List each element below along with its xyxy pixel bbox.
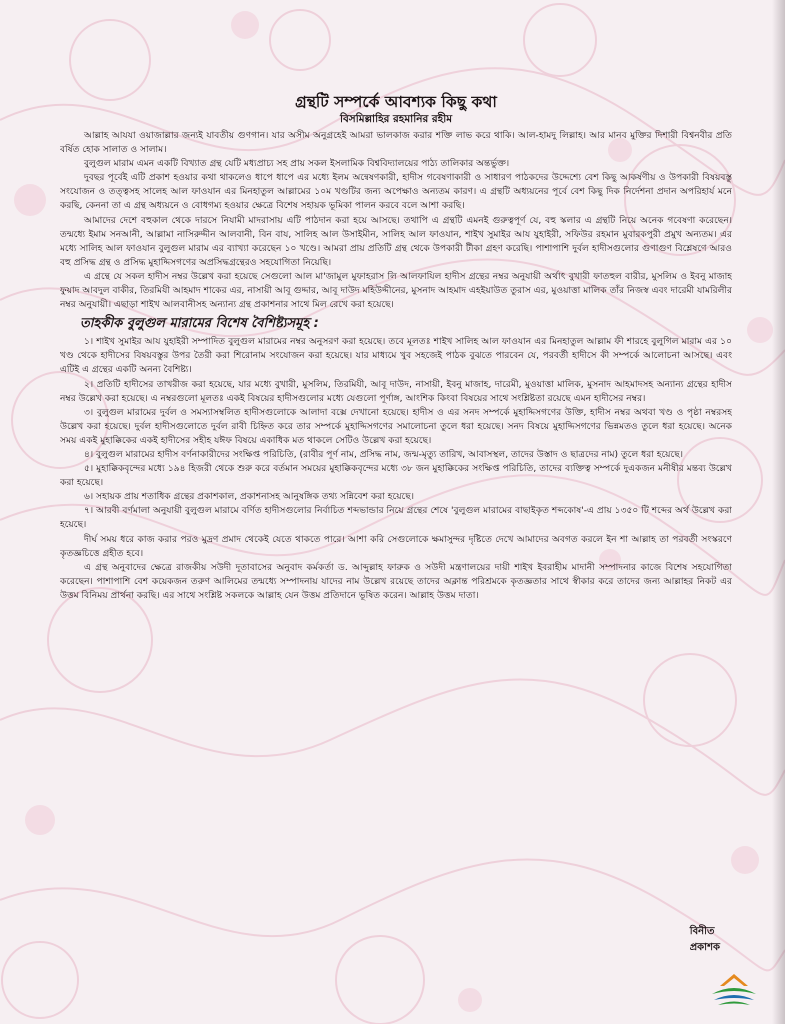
feature-item: ১। শাইখ সুমাইর আয যুহাইরী সম্পাদিত বুলুগুল মারামের নম্বর অনুসরণ করা হয়েছে। তবে মূলতঃ শাইখ সালিহ আল ফাওযান এর মিনহাতুল আল্লাম ফী শারহে বুলুগিল মারাম এর ১০ খণ্ড থেকে হাদীসের বিষয়বস্তুর উপর তৈরী করা শিরোনাম সংযোজন করা হয়েছে। যার মাধ্যমে খুব সহজেই পাঠক বুঝতে পারবেন যে, পরবর্তী হাদীসে কী সম্পর্কে আলোচনা আসছে। এবং এটিই এ গ্রন্থের একটি অনন্য বৈশিষ্ট্য। — [60, 337, 732, 376]
signature-salutation: বিনীত — [689, 926, 715, 937]
intro-paragraph: এ গ্রন্থে যে সকল হাদীস নম্বর উল্লেখ করা হয়েছে সেগুলো আল মা'জামুল মুফাহরাস লি আলফাযিল হাদীস গ্রন্থের নম্বর অনুযায়ী অর্থাৎ বুখারী ফাতহুল বারীর, মুসলিম ও ইবনু মাজাহ ফুয়াদ আবদুল বাকীর, তিরমিযী আহমাদ শাকের এর, নাসায়ী আবূ গুদ্দার, আবূ দাউদ মহিউদ্দীনের, মুসনাদ আহমাদ এহইয়াউত তুরাস এর, মুওয়াত্তা মালিক তাঁর নিজস্ব এবং দারেমী যামরিলীর নম্বর অনুযায়ী। এছাড়া শাইখ আলবানীসহ অন্যান্য গ্রন্থ প্রকাশনার সাথে মিল রেখে করা হয়েছে। — [60, 271, 732, 311]
signature — [690, 924, 720, 952]
features-heading: তাহকীক বুলুগুল মারামের বিশেষ বৈশিষ্ট্যসমূহ : — [80, 316, 319, 332]
feature-item: ৩। বুলুগুল মারামের দুর্বল ও সমস্যাসম্বলিত হাদীসগুলোকে আলাদা বক্সে দেখানো হয়েছে। হাদীস ও এর সনদ সম্পর্কে মুহাদ্দিসগণের উক্তি, হাদীস নম্বর অথবা খণ্ড ও পৃষ্ঠা নম্বরসহ উল্লেখ করা হয়েছে। দুর্বল হাদীসগুলোতে দুর্বল রাবী চিহ্নিত করে তার সম্পর্কে মুহাদ্দিসগণের সমালোচনা তুলে ধরা হয়েছে। সনদ বিষয়ে মুহাদ্দিসগণের ভিন্নমতও তুলে ধরা হয়েছে। অনেক সময় একই মুহাক্কিকের একই হাদীসের সহীহ যঈফ বিষয়ে একাধিক মত থাকলে সেটিও উল্লেখ করা হয়েছে। — [60, 407, 732, 446]
intro-paragraph: আল্লাহ আযযা ওয়াজাল্লার জন্যই যাবতীয় গুণগান। যার অসীম অনুগ্রহেই আমরা ভালকাজ করার শক্তি লাভ করে থাকি। আল-হামদু লিল্লাহ। আর মানব মুক্তির দিশারী বিশ্বনবীর প্রতি বর্ষিত হোক সালাত ও সালাম। — [60, 131, 732, 156]
document-page — [60, 92, 732, 952]
feature-item: ৫। মুহাক্কিকবৃন্দের মধ্যে ১৯৪ হিজরী থেকে শুরু করে বর্তমান সময়ের মুহাক্কিকবৃন্দের মধ্যে ৩৮ জন মুহাক্কিকের সংক্ষিপ্ত পরিচিতি, তাদের ব্যক্তিত্ব সম্পর্কে দুএকজন মনীষীর মন্তব্য উল্লেখ করা হয়েছে। — [60, 464, 732, 489]
page-title: গ্রন্থটি সম্পর্কে আবশ্যক কিছু কথা — [295, 93, 497, 111]
closing-paragraph: এ গ্রন্থ অনুবাদের ক্ষেত্রে রাজকীয় সউদী দূতাবাসের অনুবাদ কর্মকর্তা ড. আব্দুল্লাহ ফারুক ও সউদী মন্ত্রণালয়ের দায়ী শাইখ ইবরাহীম মাদানী সম্পাদনার কাজে বিশেষ সহযোগিতা করেছেন। পাশাপাশি বেশ কয়েকজন তরুণ আলিমের তন্মধ্যে সম্পাদনায় যাদের নাম উল্লেখ রয়েছে তাদের অক্লান্ত পরিশ্রমকে কৃতজ্ঞতার সাথে স্বীকার করে তাদের জন্য আল্লাহর নিকট এর উত্তম বিনিময় প্রার্থনা করছি। এর সাথে সংশ্লিষ্ট সকলকে আল্লাহ যেন উত্তম প্রতিদানে ভূষিত করেন। আল্লাহ উত্তম দাতা। — [60, 562, 732, 601]
intro-paragraph: বুলুগুল মারাম এমন একটি বিখ্যাত গ্রন্থ যেটি মধ্যপ্রাচ্য সহ প্রায় সকল ইসলামিক বিশ্ববিদ্যালয়ের পাঠ্য তালিকার অন্তর্ভুক্ত। — [84, 159, 510, 170]
feature-item: ৬। সহায়ক প্রায় শতাধিক গ্রন্থের প্রকাশকাল, প্রকাশনাসহ আনুষঙ্গিক তথ্য সন্নিবেশ করা হয়েছে। — [84, 492, 414, 503]
feature-item: ২। প্রতিটি হাদীসের তাখরীজ করা হয়েছে, যার মধ্যে বুখারী, মুসলিম, তিরমিযী, আবূ দাউদ, নাসায়ী, ইবনু মাজাহ, দারেমী, মুওয়াত্তা মালিক, মুসনাদ আহমাদসহ অন্যান্য গ্রন্থের হাদীস নম্বর উল্লেখ করা হয়েছে। এ নম্বরগুলো মূলতঃ একই বিষয়ের হাদীসগুলোর মধ্যে যেগুলো পূর্ণাঙ্গ, আংশিক কিংবা বিষয়ের সাথে সংশ্লিষ্টতা রয়েছে এমন হাদীসের নম্বর। — [60, 379, 732, 404]
signature-publisher: প্রকাশক — [689, 942, 720, 952]
intro-paragraph: দুবছর পূর্বেই এটি প্রকাশ হওয়ার কথা থাকলেও ধাপে ধাপে এর মধ্যে ইলম অন্বেষণকারী, হাদীস গবেষণাকারী ও সাধারণ পাঠকদের উদ্দেশ্যে বেশ কিছু আকর্ষণীয় ও উপকারী বিষয়বস্তু সংযোজন ও তত্ত্বসহ সালেহ আল ফাওযান এর মিনহাতুল আল্লামের ১০ম খণ্ডটির জন্য অপেক্ষাও অন্যতম কারণ। এ গ্রন্থটি অধ্যয়নের পূর্বে বেশ কিছু দিক নির্দেশনা প্রদান অপরিহার্য মনে করছি, কেননা তা এ গ্রন্থ অধ্যয়নে ও বোধগম্য হওয়ার ক্ষেত্রে বিশেষ সহায়ক ভূমিকা পালন করবে বলে আশা করছি। — [60, 173, 732, 212]
publisher-logo-icon — [706, 970, 762, 1010]
feature-item: ৪। বুলুগুল মারামের হাদীস বর্ণনাকারীদের সংক্ষিপ্ত পরিচিতি, (রাবীর পূর্ণ নাম, প্রসিদ্ধ নাম, জন্ম-মৃত্যু তারিখ, আবাসস্থল, তাদের উস্তাদ ও ছাত্রদের নাম) তুলে ধরা হয়েছে। — [84, 449, 683, 460]
bismillah-subtitle: বিসমিল্লাহির রহমানির রহীম — [339, 113, 453, 125]
feature-item: ৭। আরবী বর্ণমালা অনুযায়ী বুলুগুল মারামে বর্ণিত হাদীসগুলোর নির্বাচিত শব্দভান্ডার নিয়ে গ্রন্থের শেষে 'বুলুগুল মারামের বাছাইকৃত শব্দকোষ'-এ প্রায় ১৩৫০ টি শব্দের অর্থ উল্লেখ করা হয়েছে। — [60, 506, 732, 531]
closing-paragraph: দীর্ঘ সময় ধরে কাজ করার পরও মুদ্রণ প্রমাদ থেকেই যেতে থাকতে পারে। আশা করি সেগুলোকে ক্ষমাসুন্দর দৃষ্টিতে দেখে আমাদের অবগত করলে ইন শা আল্লাহ তা পরবর্তী সংস্করণে কৃতজ্ঞচিত্তে গ্রহীত হবে। — [60, 534, 732, 559]
page-edge-shadow — [772, 0, 785, 1024]
intro-paragraph: আমাদের দেশে বহুকাল থেকে দারসে নিযামী মাদরাসায় এটি পাঠদান করা হয়ে আসছে। তথাপি এ গ্রন্থটি এমনই গুরুত্বপূর্ণ যে, বহু স্কলার এ গ্রন্থটি নিয়ে অনেক গবেষণা করেছেন। তন্মধ্যে ইমাম সনআনী, আল্লামা নাসিরুদ্দীন আলবানী, বিন বায, সালিহ আল উসাইমীন, সালিহ আল ফাওযান, শাইখ সুমাইর আয যুহাইরী, সফিউর রহমান মুবারকপুরী প্রমুখ অন্যতম। এর মধ্যে সালিহ আল ফাওযান বুলুগুল মারাম এর ব্যাখ্যা করেছেন ১০ খণ্ডে। আমরা প্রায় প্রতিটি গ্রন্থ থেকে উপকারী টীকা গ্রহণ করেছি। পাশাপাশি দুর্বল হাদীসগুলোর গুণাগুণ বিশ্লেষণে আরও বহু প্রসিদ্ধ গ্রন্থ ও প্রসিদ্ধ মুহাদ্দিসগণের অপ্রসিদ্ধগ্রন্থেরও সহযোগিতা নিয়েছি। — [60, 215, 732, 268]
